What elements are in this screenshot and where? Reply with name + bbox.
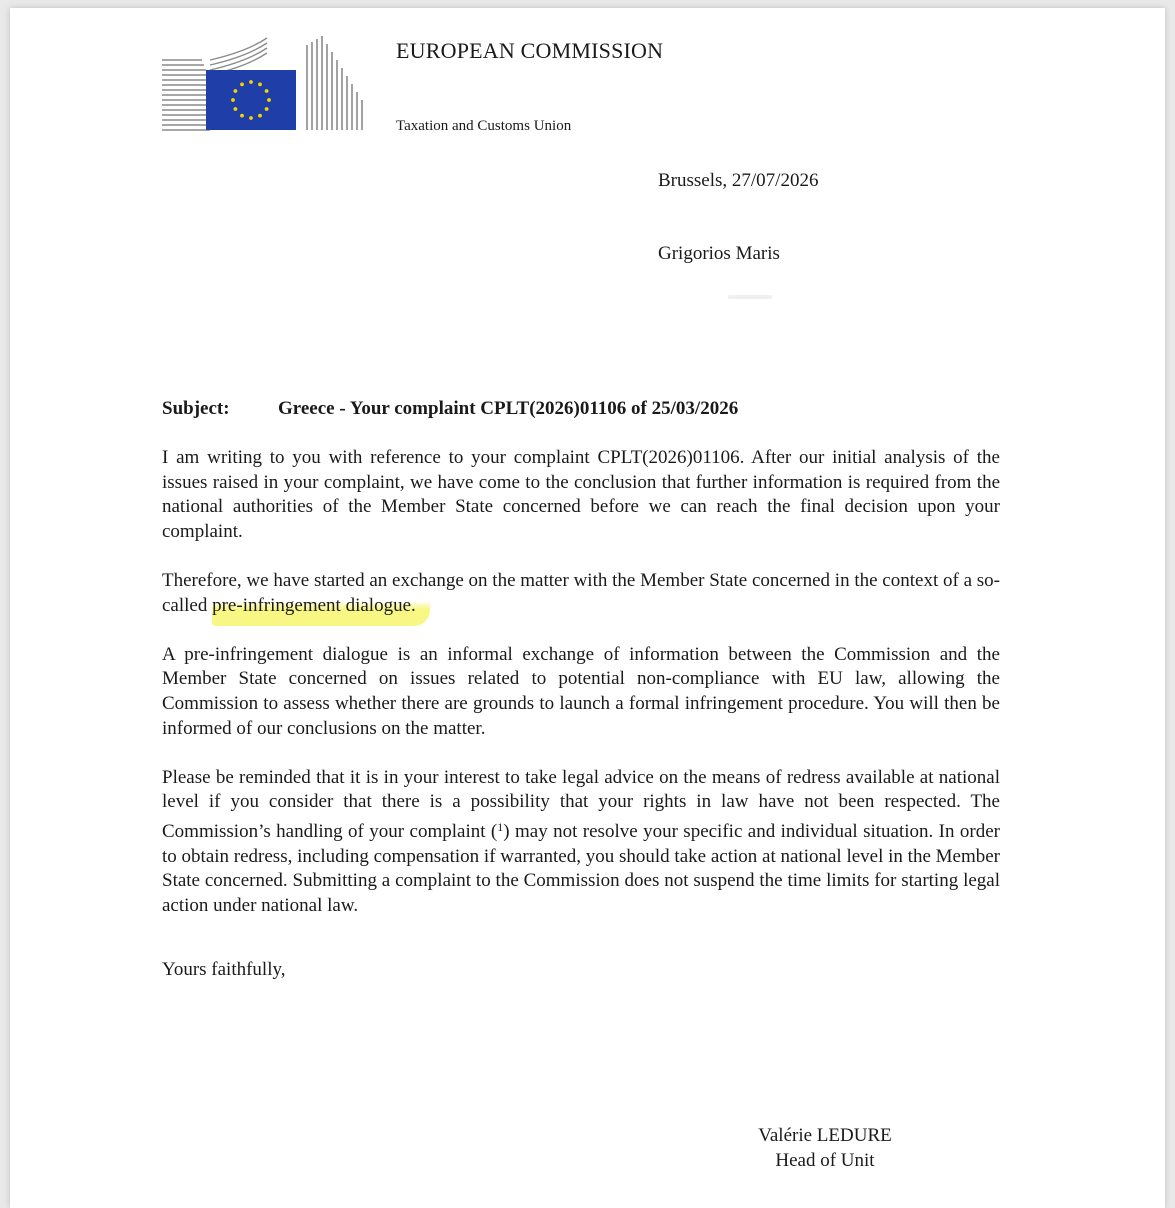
closing-salutation: Yours faithfully,	[162, 959, 286, 980]
signature-block	[740, 1124, 910, 1173]
letter-page	[10, 8, 1165, 1208]
footnote-marker: 1	[497, 819, 504, 834]
paragraph-redress-text-b: ) may not resolve your specific and individual situation. In order to obtain redress, including compensation if warranted, you should take action at national level in the Member State concerned. Submitting a complaint to the Commission does not suspend the time limits for starting legal action under national law.	[162, 820, 1001, 916]
subject-text: Greece - Your complaint CPLT(2026)01106 of 25/03/2026	[278, 398, 739, 419]
paragraph-reference: I am writing to you with reference to your complaint CPLT(2026)01106. After our initial analysis of the issues raised in your complaint, we have come to the conclusion that further information is required from the national authorities of the Member State concerned before we can reach the final decision upon your complaint.	[162, 447, 1000, 542]
signatory-name: Valérie LEDURE	[758, 1125, 892, 1146]
subject-label: Subject:	[162, 398, 230, 419]
organisation-unit: Taxation and Customs Union	[396, 118, 572, 134]
paragraph-redress-text-a: Please be reminded that it is in your interest to take legal advice on the means of redress available at national level if you consider that there is a possibility that your rights in law have not been respected. The Commission’s handling of your complaint (	[162, 766, 1000, 842]
signatory-title: Head of Unit	[775, 1149, 875, 1171]
letter-body	[162, 446, 1000, 943]
redacted-mark	[728, 295, 772, 299]
highlighted-phrase: pre-infringement dialogue.	[212, 595, 430, 626]
place-and-date: Brussels, 27/07/2026	[658, 170, 819, 191]
organisation-name: EUROPEAN COMMISSION	[396, 38, 664, 63]
paragraph-dialogue	[162, 569, 1000, 618]
paragraph-dialogue-text: Therefore, we have started an exchange on the matter with the Member State concerned in the context of a so-called	[162, 569, 1000, 616]
paragraph-definition: A pre-infringement dialogue is an informal exchange of information between the Commission and the Member State concerned on issues related to potential non-compliance with EU law, allowing the Commission to assess whether there are grounds to launch a formal infringement procedure. You will then be informed of our conclusions on the matter.	[162, 643, 1000, 739]
paragraph-redress	[162, 766, 1000, 919]
recipient-name: Grigorios Maris	[658, 243, 780, 264]
european-commission-logo	[162, 30, 367, 140]
subject-line	[162, 398, 738, 420]
ec-building-flag-icon	[162, 30, 367, 140]
